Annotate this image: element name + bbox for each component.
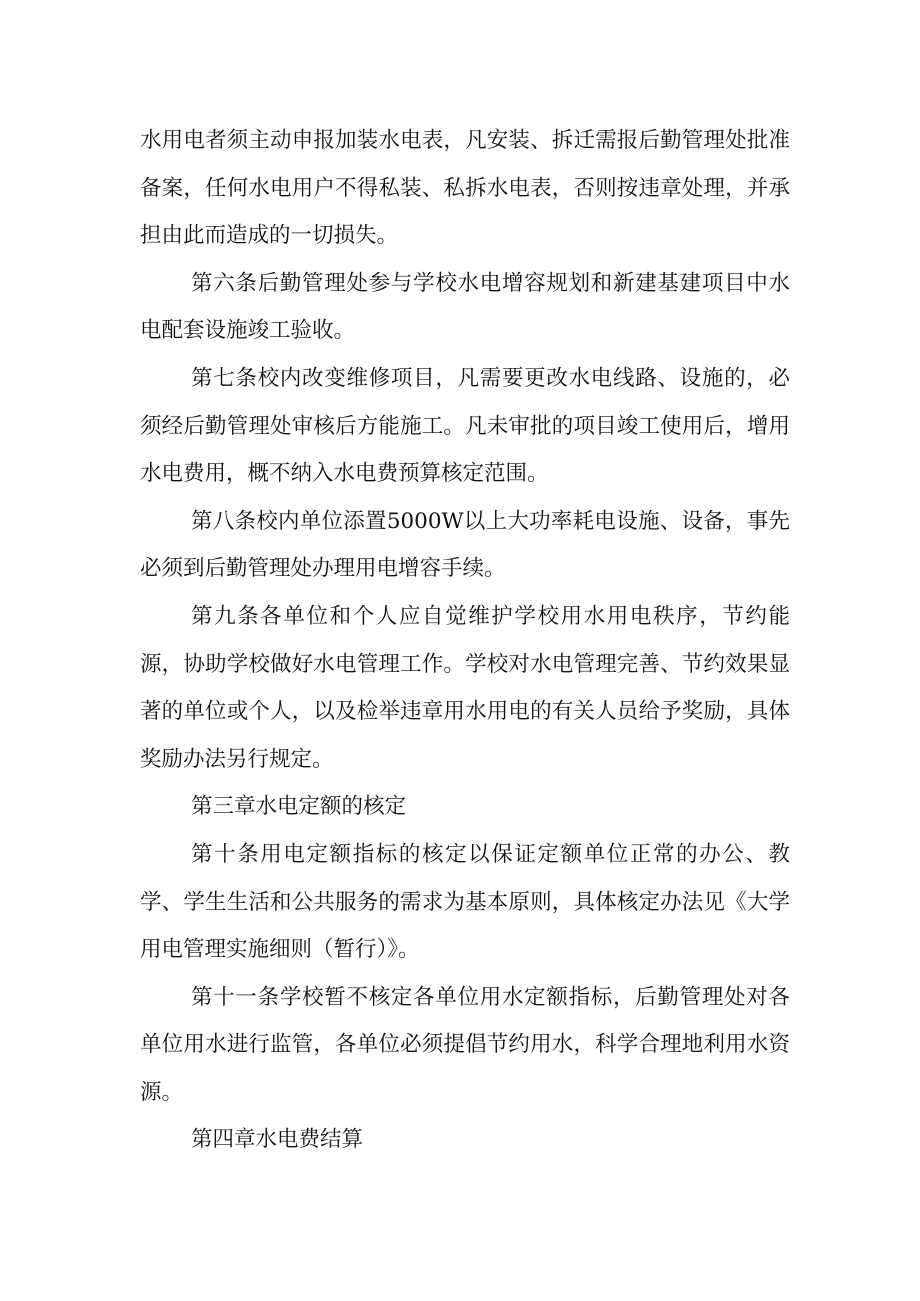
paragraph-article-8: 第八条校内单位添置5000W以上大功率耗电设施、设备，事先必须到后勤管理处办理用电增容手续。 [140,508,790,582]
document-body [140,117,790,1164]
paragraph-article-10: 第十条用电定额指标的核定以保证定额单位正常的办公、教学、学生生活和公共服务的需求为基本原则，具体核定办法见《大学用电管理实施细则（暂行）》。 [140,841,790,963]
paragraph-article-6: 第六条后勤管理处参与学校水电增容规划和新建基建项目中水电配套设施竣工验收。 [140,270,790,344]
chapter-heading-4: 第四章水电费结算 [191,1127,364,1153]
chapter-heading-3: 第三章水电定额的核定 [191,794,407,820]
paragraph-article-9: 第九条各单位和个人应自觉维护学校用水用电秩序，节约能源，协助学校做好水电管理工作。学校对水电管理完善、节约效果显著的单位或个人，以及检举违章用水用电的有关人员给予奖励，具体奖励办法另行规定。 [140,603,790,772]
paragraph-article-7: 第七条校内改变维修项目，凡需要更改水电线路、设施的，必须经后勤管理处审核后方能施工。凡未审批的项目竣工使用后，增用水电费用，概不纳入水电费预算核定范围。 [140,365,790,487]
paragraph-article-11: 第十一条学校暂不核定各单位用水定额指标，后勤管理处对各单位用水进行监管，各单位必须提倡节约用水，科学合理地利用水资源。 [140,984,790,1105]
paragraph-continuation: 水用电者须主动申报加装水电表，凡安装、拆迁需报后勤管理处批准备案，任何水电用户不得私装、私拆水电表，否则按违章处理，并承担由此而造成的一切损失。 [140,128,790,249]
